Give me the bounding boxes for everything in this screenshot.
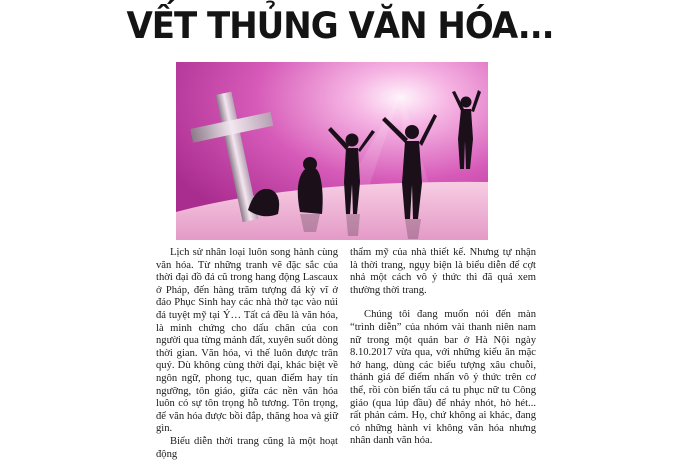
- article-column-left: [156, 247, 338, 461]
- paragraph: Chúng tôi đang muốn nói đến màn “trình diễn” của nhóm vài thanh niên nam nữ trong một quán bar ở Hà Nội ngày 8.10.2017 vừa qua, với những kiểu ăn mặc hở hang, dùng các biểu tượng xâu chuỗi, thánh giá để điểm nhấn vô ý thức trên cơ thể, rồi còn biến tấu cả tu phục nữ tu Công giáo (qua lúp đầu) để nhảy nhót, hò hét... rất phản cảm. Họ, chứ không ai khác, đang có những hành vi không văn hóa nhưng nhân danh văn hóa.: [350, 309, 536, 447]
- headline: VẾT THỦNG VĂN HÓA...: [126, 4, 554, 48]
- article-photo: [176, 62, 488, 240]
- paragraph: Biểu diễn thời trang cũng là một hoạt động: [156, 435, 338, 460]
- paragraph: Lịch sử nhân loại luôn song hành cùng văn hóa. Từ những tranh vẽ đặc sắc của thời đại đồ đá cũ trong hang động Lascaux ở Pháp, đến hàng trăm tượng đá kỳ vĩ ở đảo Phục Sinh hay các nhà thờ tạc vào núi đá tuyệt mỹ tại Ý… Tất cả đều là văn hóa, là minh chứng cho dấu chân của con người qua từng mảnh đất, xuyên suốt dòng thời gian. Văn hóa, vì thế luôn được trân quý. Dù không cùng thời đại, khác biệt về ngôn ngữ, phong tục, quan điểm hay tín ngưỡng, tôn giáo, giữa các nền văn hóa luôn có sự tôn trọng hỗ tương. Tôn trọng, để văn hóa được bồi đắp, thăng hoa và giữ gìn.: [156, 247, 338, 435]
- article-column-right: [350, 247, 536, 448]
- worship-cross-silhouette-photo-icon: [176, 62, 488, 240]
- paragraph: thẩm mỹ của nhà thiết kế. Nhưng tự nhận là thời trang, ngụy biện là biểu diễn để cợt nhả một cách vô ý thức thì đã quá xem thường thời trang.: [350, 247, 536, 296]
